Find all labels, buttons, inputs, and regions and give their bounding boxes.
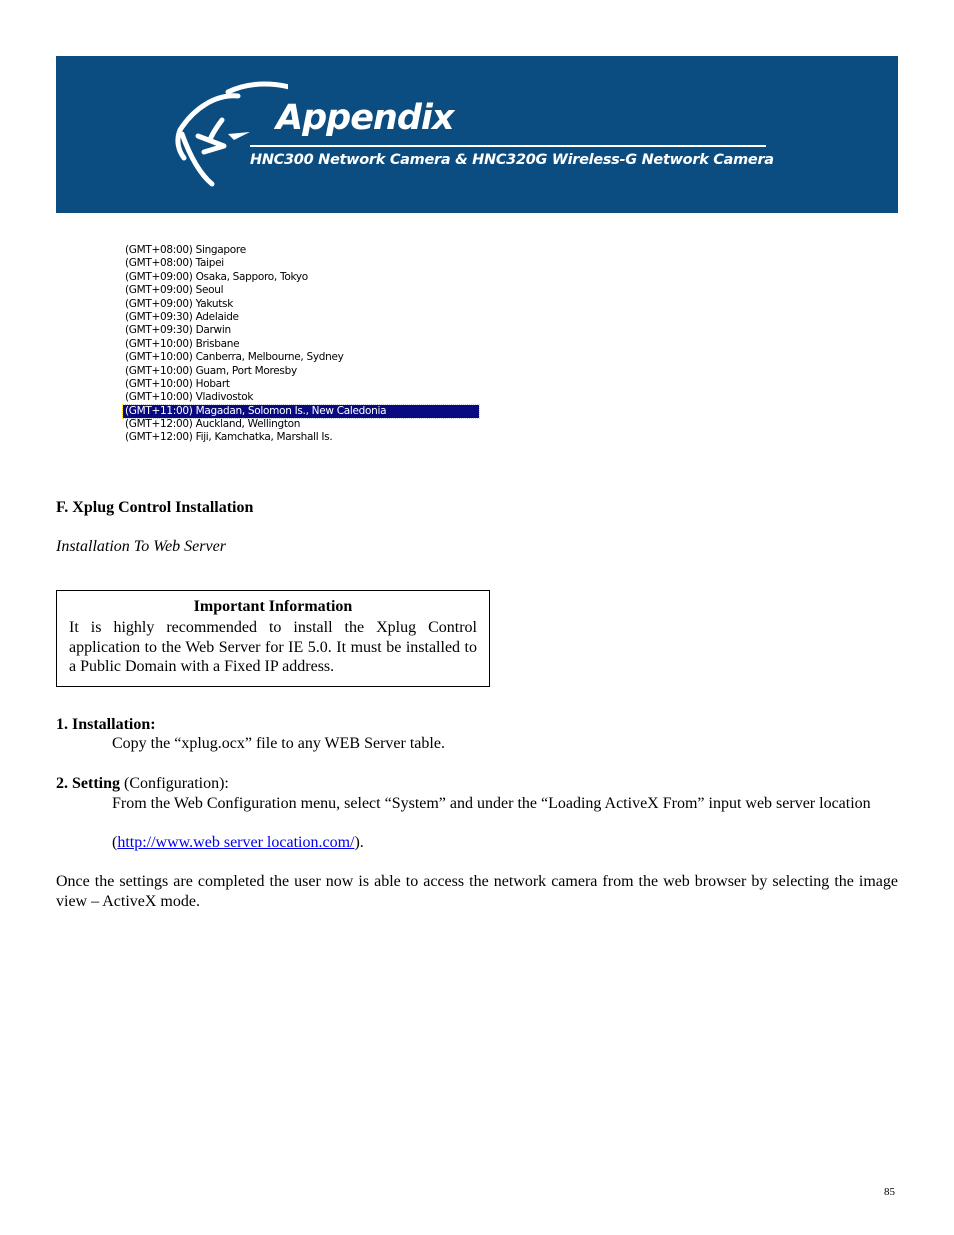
subheading: Installation To Web Server <box>56 538 226 555</box>
appendix-banner <box>56 56 898 213</box>
timezone-option[interactable]: (GMT+08:00) Singapore <box>125 244 246 256</box>
banner-subtitle: HNC300 Network Camera & HNC320G Wireless-G Network Camera <box>250 152 774 168</box>
timezone-option[interactable]: (GMT+09:30) Darwin <box>125 324 231 337</box>
step2-label: 2. Setting <box>56 775 120 792</box>
banner-title: Appendix <box>276 98 454 138</box>
link-open-paren: ( <box>112 834 118 851</box>
step2-text: From the Web Configuration menu, select “System” and under the “Loading ActiveX From” input web server location <box>112 795 871 812</box>
web-server-link[interactable]: http://www.web server location.com/ <box>117 834 355 851</box>
step2-link-line <box>112 833 364 853</box>
info-box-heading: Important Information <box>193 598 353 615</box>
page-number: 85 <box>884 1186 895 1198</box>
important-info-box <box>56 590 490 687</box>
step2-label-suffix: (Configuration): <box>120 775 229 792</box>
info-box-body: It is highly recommended to install the Xplug Control application to the Web Server for IE 5.0. It must be installed to a Public Domain with a Fixed IP address. <box>69 619 477 675</box>
link-close-paren: ). <box>354 834 364 851</box>
timezone-option[interactable]: (GMT+10:00) Hobart <box>125 377 230 390</box>
timezone-option[interactable]: (GMT+10:00) Canberra, Melbourne, Sydney <box>125 351 344 364</box>
banner-divider <box>250 145 766 147</box>
timezone-option[interactable]: (GMT+09:00) Osaka, Sapporo, Tokyo <box>125 270 308 283</box>
timezone-option[interactable]: (GMT+08:00) Taipei <box>125 257 224 270</box>
timezone-option[interactable]: (GMT+10:00) Vladivostok <box>125 391 254 404</box>
timezone-option[interactable]: (GMT+09:30) Adelaide <box>125 310 239 323</box>
timezone-option[interactable]: (GMT+10:00) Brisbane <box>125 337 240 350</box>
timezone-option[interactable]: (GMT+09:00) Yakutsk <box>125 297 233 310</box>
timezone-option[interactable]: (GMT+12:00) Auckland, Wellington <box>125 418 301 431</box>
step1-text: Copy the “xplug.ocx” file to any WEB Server table. <box>112 735 445 752</box>
timezone-option[interactable]: (GMT+10:00) Guam, Port Moresby <box>125 364 297 377</box>
step2-heading <box>56 774 229 794</box>
timezone-option[interactable]: (GMT+11:00) Magadan, Solomon Is., New Caledonia <box>123 405 479 418</box>
closing-paragraph: Once the settings are completed the user now is able to access the network camera from the web browser by selecting the image view – ActiveX mode. <box>56 873 898 910</box>
step1-label: 1. Installation: <box>56 716 156 733</box>
timezone-list[interactable] <box>123 244 479 445</box>
timezone-option[interactable]: (GMT+12:00) Fiji, Kamchatka, Marshall Is. <box>125 431 333 444</box>
eagle-logo-icon <box>168 74 288 189</box>
section-heading: F. Xplug Control Installation <box>56 499 254 516</box>
timezone-option[interactable]: (GMT+09:00) Seoul <box>125 284 224 297</box>
